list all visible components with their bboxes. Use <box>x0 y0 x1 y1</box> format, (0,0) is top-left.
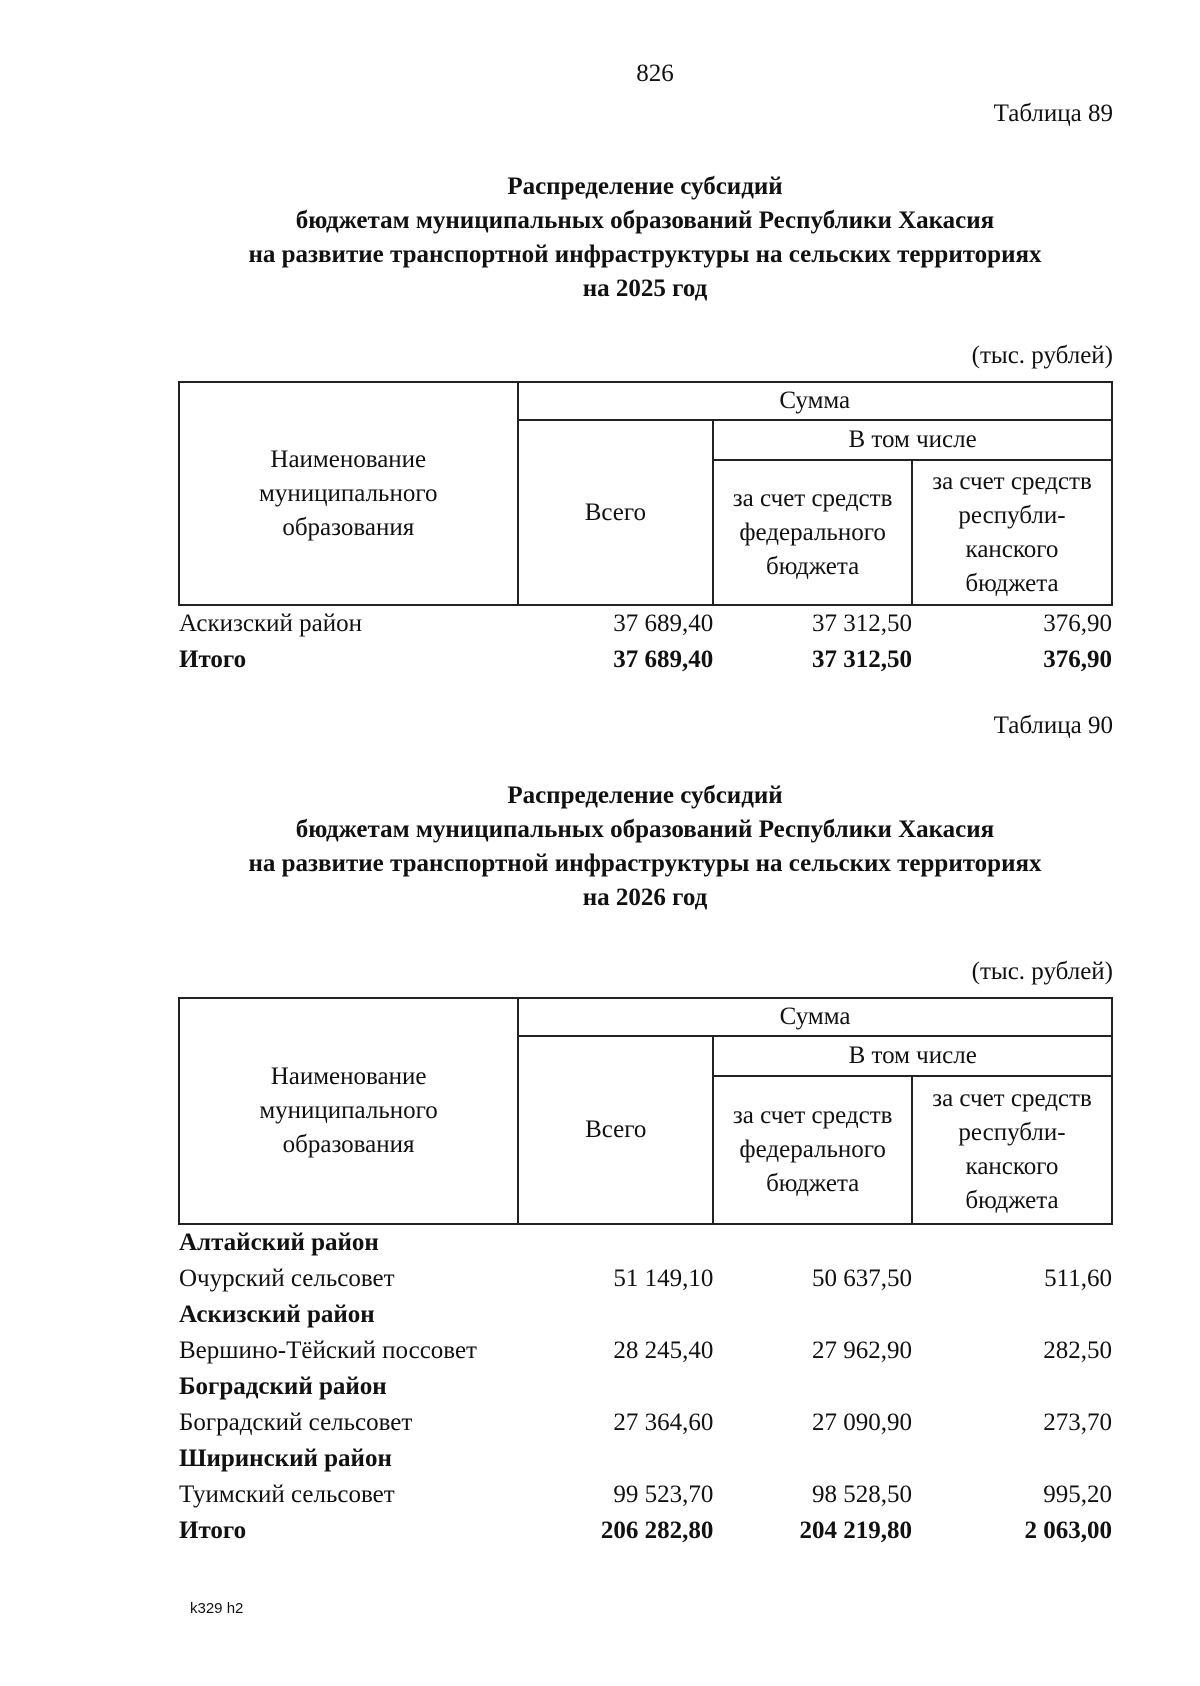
table-90 <box>178 997 1113 1549</box>
cell-name: Итого <box>179 1517 247 1544</box>
cell-district: Алтайский район <box>179 1229 379 1256</box>
cell-republic: 376,90 <box>1043 610 1112 637</box>
header-sum: Сумма <box>518 382 1112 420</box>
cell-total: 28 245,40 <box>613 1337 714 1364</box>
district-row <box>179 1441 1112 1477</box>
district-row <box>179 1297 1112 1333</box>
table-90-units: (тыс. рублей) <box>971 958 1113 985</box>
header-republic: за счет средств республи-канского бюджета <box>912 1076 1112 1224</box>
table-90-label: Таблица 90 <box>993 712 1113 739</box>
cell-name: Итого <box>179 646 247 673</box>
header-including: В том числе <box>713 420 1112 460</box>
table-row <box>179 605 1112 642</box>
cell-name: Вершино-Тёйский поссовет <box>179 1337 477 1364</box>
title-line: на 2025 год <box>582 275 708 302</box>
cell-total: 206 282,80 <box>600 1517 714 1544</box>
title-line: бюджетам муниципальных образований Республики Хакасия <box>295 207 995 234</box>
header-name: Наименование муниципального образования <box>179 382 518 605</box>
cell-federal: 37 312,50 <box>811 610 912 637</box>
cell-total: 99 523,70 <box>613 1481 714 1508</box>
cell-total: 27 364,60 <box>613 1409 714 1436</box>
title-line: на развитие транспортной инфраструктуры на сельских территориях <box>248 850 1042 877</box>
title-line: Распределение субсидий <box>507 782 783 809</box>
cell-republic: 995,20 <box>1043 1481 1112 1508</box>
table-row <box>179 1477 1112 1513</box>
cell-republic: 2 063,00 <box>1024 1517 1112 1544</box>
title-line: на развитие транспортной инфраструктуры на сельских территориях <box>248 241 1042 268</box>
table-row <box>179 1333 1112 1369</box>
cell-name: Очурский сельсовет <box>179 1265 395 1292</box>
title-line: Распределение субсидий <box>507 173 783 200</box>
cell-federal: 98 528,50 <box>811 1481 912 1508</box>
cell-federal: 27 090,90 <box>811 1409 912 1436</box>
totals-row <box>179 1513 1112 1549</box>
table-row <box>179 1405 1112 1441</box>
cell-total: 37 689,40 <box>613 610 714 637</box>
cell-name: Аскизский район <box>179 610 363 637</box>
table-89-label: Таблица 89 <box>993 100 1113 127</box>
table-89-title <box>180 170 1110 306</box>
cell-republic: 273,70 <box>1043 1409 1112 1436</box>
cell-district: Ширинский район <box>179 1445 392 1472</box>
title-line: бюджетам муниципальных образований Республики Хакасия <box>295 816 995 843</box>
table-89-units: (тыс. рублей) <box>971 342 1113 369</box>
district-row <box>179 1369 1112 1405</box>
totals-row <box>179 642 1112 678</box>
cell-total: 51 149,10 <box>613 1265 714 1292</box>
cell-name: Туимский сельсовет <box>179 1481 395 1508</box>
page-number: 826 <box>636 60 674 87</box>
table-89 <box>178 381 1113 678</box>
header-sum: Сумма <box>518 998 1112 1036</box>
header-total: Всего <box>518 1036 713 1224</box>
cell-district: Аскизский район <box>179 1301 375 1328</box>
header-total: Всего <box>518 420 714 605</box>
title-line: на 2026 год <box>582 884 708 911</box>
footer-code: k329 h2 <box>190 1600 244 1617</box>
header-federal: за счет средств федерального бюджета <box>713 460 912 605</box>
district-row <box>179 1224 1112 1261</box>
cell-federal: 27 962,90 <box>811 1337 912 1364</box>
table-90-title <box>180 779 1110 915</box>
header-federal: за счет средств федерального бюджета <box>713 1076 912 1224</box>
cell-federal: 204 219,80 <box>799 1517 912 1544</box>
cell-total: 37 689,40 <box>613 646 714 673</box>
header-including: В том числе <box>713 1036 1112 1076</box>
cell-federal: 50 637,50 <box>811 1265 912 1292</box>
cell-republic: 376,90 <box>1043 646 1112 673</box>
cell-name: Боградский сельсовет <box>179 1409 413 1436</box>
cell-republic: 282,50 <box>1043 1337 1112 1364</box>
header-republic: за счет средств республи-канского бюджета <box>912 460 1112 605</box>
header-name: Наименование муниципального образования <box>179 998 518 1224</box>
cell-republic: 511,60 <box>1044 1265 1112 1292</box>
table-row <box>179 1261 1112 1297</box>
cell-federal: 37 312,50 <box>811 646 912 673</box>
cell-district: Боградский район <box>179 1373 387 1400</box>
